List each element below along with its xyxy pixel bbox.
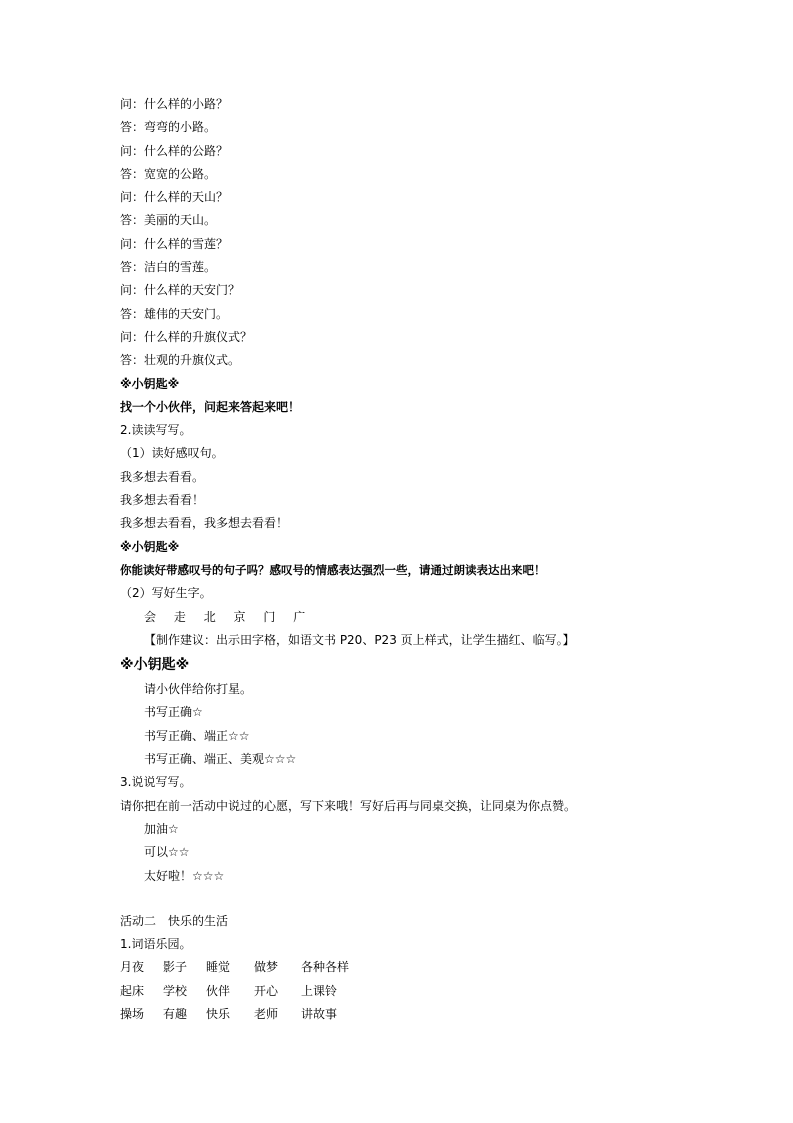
character: 走 [173,609,186,624]
qa-line: 问：什么样的雪莲？ [120,236,229,251]
word: 影子 [163,960,188,975]
key-text: 找一个小伙伴，问起来答起来吧！ [120,399,301,414]
word: 操场 [120,1006,145,1021]
qa-line: 答：宽宽的公路。 [120,166,217,181]
rating-line: 请小伙伴给你打星。 [144,682,253,697]
qa-line: 问：什么样的升旗仪式？ [120,329,253,344]
word: 学校 [163,983,188,998]
document-page [120,93,720,1026]
key-heading: ※小钥匙※ [120,376,180,391]
sentence-line: 我多想去看看！ [120,493,205,508]
word: 讲故事 [301,1006,338,1021]
activity-heading: 活动二 快乐的生活 [120,913,229,928]
character: 会 [144,609,157,624]
word: 上课铃 [301,983,338,998]
sentence-line: 我多想去看看。 [120,469,205,484]
key-heading: ※小钥匙※ [120,539,180,554]
word: 月夜 [120,960,145,975]
word: 做梦 [254,960,279,975]
rating-line: 书写正确、端正、美观☆☆☆ [144,752,297,767]
qa-line: 答：洁白的雪莲。 [120,260,217,275]
key-text: 你能读好带感叹号的句子吗？感叹号的情感表达强烈一些，请通过朗读表达出来吧！ [120,562,546,577]
character: 门 [263,609,276,624]
qa-line: 问：什么样的小路？ [120,97,229,111]
word-row [120,956,720,979]
word: 有趣 [163,1006,188,1021]
sentence-line: 我多想去看看，我多想去看看！ [120,516,289,531]
production-suggestion: 【制作建议：出示田字格，如语文书 P20、P23 页上样式，让学生描红、临写。】 [144,632,575,647]
word: 伙伴 [206,983,231,998]
rating-line: 加油☆ [144,821,179,836]
qa-line: 问：什么样的公路？ [120,143,229,158]
character-list [120,606,720,629]
rating-line: 可以☆☆ [144,845,190,860]
word: 各种各样 [301,960,350,975]
qa-line: 答：壮观的升旗仪式。 [120,353,241,368]
section-heading: 2.读读写写。 [120,423,192,438]
section-heading: 3.说说写写。 [120,775,192,790]
qa-line: 答：雄伟的天安门。 [120,306,229,321]
key-heading-large: ※小钥匙※ [120,657,190,674]
word: 快乐 [206,1006,231,1021]
spacer [120,888,720,910]
rating-line: 太好啦！☆☆☆ [144,868,225,883]
section-text: 请你把在前一活动中说过的心愿，写下来哦！写好后再与同桌交换，让同桌为你点赞。 [120,798,577,813]
word: 起床 [120,983,145,998]
word: 睡觉 [206,960,231,975]
word-row [120,980,720,1003]
word: 老师 [254,1006,279,1021]
qa-line: 答：弯弯的小路。 [120,120,217,135]
character: 广 [293,609,306,624]
character: 京 [233,609,246,624]
subsection-heading: （1）读好感叹句。 [120,446,224,461]
word: 开心 [254,983,279,998]
qa-line: 答：美丽的天山。 [120,213,217,228]
character: 北 [203,609,216,624]
rating-line: 书写正确、端正☆☆ [144,728,250,743]
qa-line: 问：什么样的天安门？ [120,283,241,298]
subsection-heading: 1.词语乐园。 [120,937,192,952]
subsection-heading: （2）写好生字。 [120,586,212,601]
word-row [120,1003,720,1026]
rating-line: 书写正确☆ [144,705,203,720]
qa-line: 问：什么样的天山？ [120,190,229,205]
